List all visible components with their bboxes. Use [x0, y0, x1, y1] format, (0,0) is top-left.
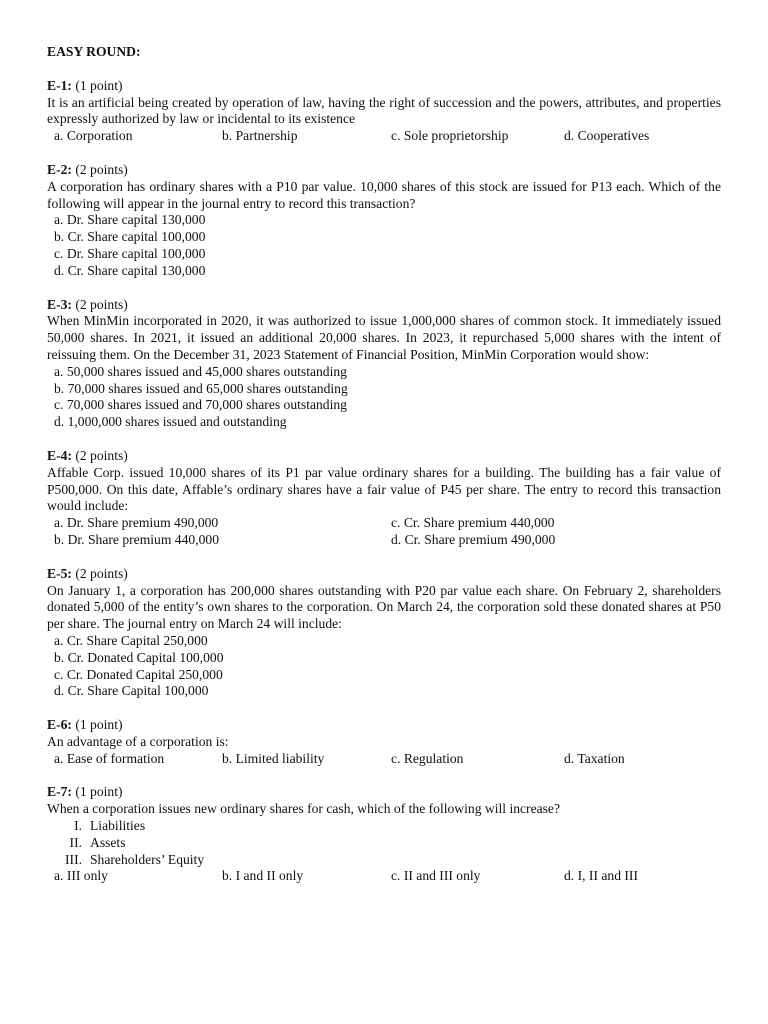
option-c: c. Cr. Share premium 440,000	[391, 515, 555, 531]
option-a: a. 50,000 shares issued and 45,000 shares outstanding	[54, 363, 347, 379]
option-b: b. Cr. Donated Capital 100,000	[54, 649, 224, 665]
statement-item	[47, 835, 721, 852]
question-e7	[47, 784, 721, 885]
option-d: d. I, II and III	[564, 868, 638, 884]
question-number: E-5:	[47, 565, 72, 581]
statement-numeral: I.	[74, 818, 82, 834]
option-b: b. 70,000 shares issued and 65,000 shares outstanding	[54, 380, 348, 396]
option-b: b. I and II only	[222, 868, 304, 884]
options-row	[47, 532, 721, 549]
statement-item	[47, 852, 721, 869]
question-header	[47, 78, 721, 95]
statement-text: Assets	[90, 834, 126, 850]
option-d: d. Cr. Share capital 130,000	[54, 262, 206, 278]
option-d: d. Cr. Share Capital 100,000	[54, 683, 209, 699]
question-stem: On January 1, a corporation has 200,000 shares outstanding with P20 par value each share. On February 2, shareholders donated 5,000 of the entity’s own shares to the corporation. On March 24, the corporation sold these donated shares at P50 per share. The journal entry on March 24 will include:	[47, 582, 721, 632]
option-c: c. Sole proprietorship	[391, 128, 509, 144]
question-e6	[47, 717, 721, 767]
statement-numeral: II.	[69, 834, 82, 850]
option-a: a. Dr. Share capital 130,000	[54, 212, 206, 228]
question-header	[47, 566, 721, 583]
option-c: c. 70,000 shares issued and 70,000 shares outstanding	[54, 397, 347, 413]
question-header	[47, 784, 721, 801]
question-number: E-1:	[47, 77, 72, 93]
question-header	[47, 162, 721, 179]
question-number: E-2:	[47, 161, 72, 177]
question-e1	[47, 78, 721, 145]
options-row	[47, 751, 721, 768]
question-stem: An advantage of a corporation is:	[47, 733, 229, 749]
question-stem: When a corporation issues new ordinary shares for cash, which of the following will increase?	[47, 801, 560, 817]
option-d: d. Taxation	[564, 750, 625, 766]
option-b: b. Cr. Share capital 100,000	[54, 229, 206, 245]
statement-item	[47, 818, 721, 835]
option-b: b. Partnership	[222, 128, 298, 144]
option-c: c. Regulation	[391, 750, 464, 766]
question-points: (1 point)	[75, 77, 123, 93]
statement-text: Liabilities	[90, 818, 146, 834]
option-a: a. Corporation	[54, 128, 133, 144]
option-c: c. Cr. Donated Capital 250,000	[54, 666, 223, 682]
option-a: a. Dr. Share premium 490,000	[54, 515, 219, 531]
question-header	[47, 297, 721, 314]
question-number: E-3:	[47, 296, 72, 312]
question-stem: Affable Corp. issued 10,000 shares of its P1 par value ordinary shares for a building. The building has a fair value of P500,000. On this date, Affable’s ordinary shares have a fair value of P45 per share. The entry to record this transaction would include:	[47, 464, 721, 514]
question-header	[47, 448, 721, 465]
question-points: (1 point)	[75, 717, 123, 733]
option-c: c. Dr. Share capital 100,000	[54, 245, 206, 261]
quiz-content	[47, 44, 721, 902]
question-e4	[47, 448, 721, 549]
option-c: c. II and III only	[391, 868, 481, 884]
option-a: a. III only	[54, 868, 108, 884]
option-b: b. Dr. Share premium 440,000	[54, 531, 219, 547]
question-number: E-4:	[47, 447, 72, 463]
question-number: E-7:	[47, 784, 72, 800]
question-header	[47, 717, 721, 734]
round-heading: EASY ROUND:	[47, 44, 141, 59]
question-points: (2 points)	[75, 447, 128, 463]
options-row	[47, 128, 721, 145]
question-points: (1 point)	[75, 784, 123, 800]
options-row	[47, 515, 721, 532]
statement-text: Shareholders’ Equity	[90, 851, 205, 867]
question-number: E-6:	[47, 717, 72, 733]
option-a: a. Cr. Share Capital 250,000	[54, 632, 208, 648]
option-d: d. 1,000,000 shares issued and outstanding	[54, 414, 287, 430]
option-b: b. Limited liability	[222, 750, 325, 766]
option-d: d. Cooperatives	[564, 128, 650, 144]
option-a: a. Ease of formation	[54, 750, 165, 766]
question-e3	[47, 297, 721, 431]
question-stem: When MinMin incorporated in 2020, it was authorized to issue 1,000,000 shares of common stock. It immediately issued 50,000 shares. In 2021, it issued an additional 20,000 shares. In 2023, it repurchased 5,000 shares with the intent of reissuing them. On the December 31, 2023 Statement of Financial Position, MinMin Corporation would show:	[47, 313, 721, 362]
options-row	[47, 868, 721, 885]
question-stem: It is an artificial being created by operation of law, having the right of succession and the powers, attributes, and properties expressly authorized by law or incidental to its existence	[47, 94, 721, 127]
question-points: (2 points)	[75, 296, 128, 312]
question-e5	[47, 566, 721, 700]
question-points: (2 points)	[75, 161, 128, 177]
option-d: d. Cr. Share premium 490,000	[391, 531, 556, 547]
question-stem: A corporation has ordinary shares with a P10 par value. 10,000 shares of this stock are issued for P13 each. Which of the following will appear in the journal entry to record this transaction?	[47, 178, 721, 211]
question-e2	[47, 162, 721, 280]
question-points: (2 points)	[75, 565, 128, 581]
statement-numeral: III.	[65, 851, 82, 867]
